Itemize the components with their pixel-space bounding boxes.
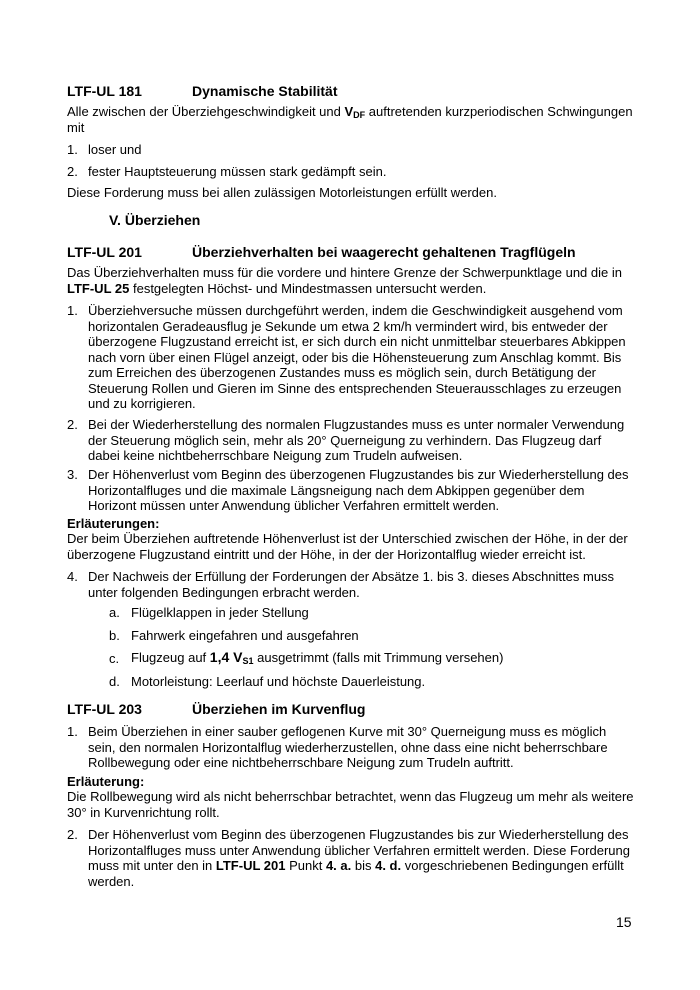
- list-item-201-1: Überziehversuche müssen durchgeführt werden, indem die Geschwindigkeit ausgehend vom horizontalen Geradeausflug je Sekunde um etwa 2 km/h vermindert wird, bis entweder der überzogene Flugzustand erreicht ist, er sich durch ein nicht unmittelbar steuerbares Abkippen nach vorn über einen Flügel anzeigt, oder bis die Höhensteuerung zum Anschlag kommt. Bis zum Erreichen des überzogenen Zustandes muss es möglich sein, durch Betätigung der Steuerung Rollen und Gieren im Sinne des entsprechenden Steuerausschlages zu erzeugen und zu korrigieren.: [88, 303, 626, 411]
- list-number: 1.: [67, 724, 78, 739]
- list-item-201-4: Der Nachweis der Erfüllung der Forderungen der Absätze 1. bis 3. dieses Abschnittes muss unter folgenden Bedingungen erbracht werden.: [88, 569, 615, 600]
- list-number: 1.: [67, 303, 78, 318]
- sub-item: Fahrwerk eingefahren und ausgefahren: [131, 628, 359, 643]
- list-item: fester Hauptsteuerung müssen stark gedämpft sein.: [88, 164, 387, 179]
- sub-label: c.: [109, 651, 120, 666]
- intro-201-line1: Das Überziehverhalten muss für die vordere und hintere Grenze der Schwerpunktlage und die in: [67, 265, 622, 280]
- sub-label: d.: [109, 674, 120, 689]
- section-code-203: LTF-UL 203: [67, 701, 142, 717]
- list-item: loser und: [88, 142, 142, 157]
- list-item-201-2: Bei der Wiederherstellung des normalen Flugzustandes muss es unter normaler Verwendung der Steuerung möglich sein, mehr als 20° Querneigung zu verhindern. Das Flugzeug darf dabei keine nichtbeherrschbare Neigung zum Trudeln aufweisen.: [88, 417, 625, 463]
- list-number: 2.: [67, 827, 78, 842]
- note-heading-203: Erläuterung:: [67, 774, 145, 789]
- closing-181: Diese Forderung muss bei allen zulässigen Motorleistungen erfüllt werden.: [67, 185, 497, 200]
- section-code-201: LTF-UL 201: [67, 244, 142, 260]
- sub-label: a.: [109, 605, 120, 620]
- section-title-203: Überziehen im Kurvenflug: [192, 701, 366, 717]
- sub-item: Flugzeug auf 1,4 $V_{S1}$ ausgetrimmt (falls mit Trimmung versehen): [131, 649, 504, 666]
- note-heading-201: Erläuterungen:: [67, 516, 160, 531]
- page-number: 15: [616, 914, 632, 930]
- list-number: 2.: [67, 417, 78, 432]
- list-item-203-2: Der Höhenverlust vom Beginn des überzogenen Flugzustandes bis zur Wiederherstellung des Horizontalfluges muss unter Anwendung üblicher Verfahren ermittelt werden. Diese Forderung muss mit unter den in LTF-UL 201 Punkt 4. a. bis 4. d. vorgeschriebenen Bedingungen erfüllt werden.: [88, 827, 630, 889]
- chapter-heading: V. Überziehen: [109, 212, 201, 228]
- list-number: 3.: [67, 467, 78, 482]
- intro-201-line2: LTF-UL 25 festgelegten Höchst- und Mindestmassen untersucht werden.: [67, 281, 487, 296]
- intro-181: Alle zwischen der Überziehgeschwindigkeit und $V_{DF}$ auftretenden kurzperiodischen Schwingungen: [67, 104, 633, 120]
- sub-item: Motorleistung: Leerlauf und höchste Dauerleistung.: [131, 674, 426, 689]
- list-item-201-3: Der Höhenverlust vom Beginn des überzogenen Flugzustandes bis zur Wiederherstellung des Horizontalfluges und die maximale Längsneigung nach dem Abkippen gegenüber dem Horizont müssen unter Anwendung üblicher Verfahren ermittelt werden.: [88, 467, 629, 513]
- note-text-201: Der beim Überziehen auftretende Höhenverlust ist der Unterschied zwischen der Höhe, in der der überzogene Flugzustand eintritt und der Höhe, in der der Horizontalflug wieder erreicht ist.: [67, 531, 628, 562]
- list-number: 2.: [67, 164, 78, 179]
- list-number: 4.: [67, 569, 78, 584]
- sub-item: Flügelklappen in jeder Stellung: [131, 605, 309, 620]
- section-title-201: Überziehverhalten bei waagerecht gehaltenen Tragflügeln: [192, 244, 576, 260]
- intro-181-line2: mit: [67, 120, 85, 135]
- sub-label: b.: [109, 628, 120, 643]
- list-item-203-1: Beim Überziehen in einer sauber geflogenen Kurve mit 30° Querneigung muss es möglich sein, den normalen Horizontalflug wiederherzustellen, ohne dass eine nicht beherrschbare Rollbewegung oder eine nichtbeherrschbare Neigung zum Trudeln auftritt.: [88, 724, 608, 770]
- section-title-181: Dynamische Stabilität: [192, 83, 338, 99]
- section-code-181: LTF-UL 181: [67, 83, 142, 99]
- list-number: 1.: [67, 142, 78, 157]
- note-text-203: Die Rollbewegung wird als nicht beherrschbar betrachtet, wenn das Flugzeug um mehr als weitere 30° in Kurvenrichtung rollt.: [67, 789, 634, 820]
